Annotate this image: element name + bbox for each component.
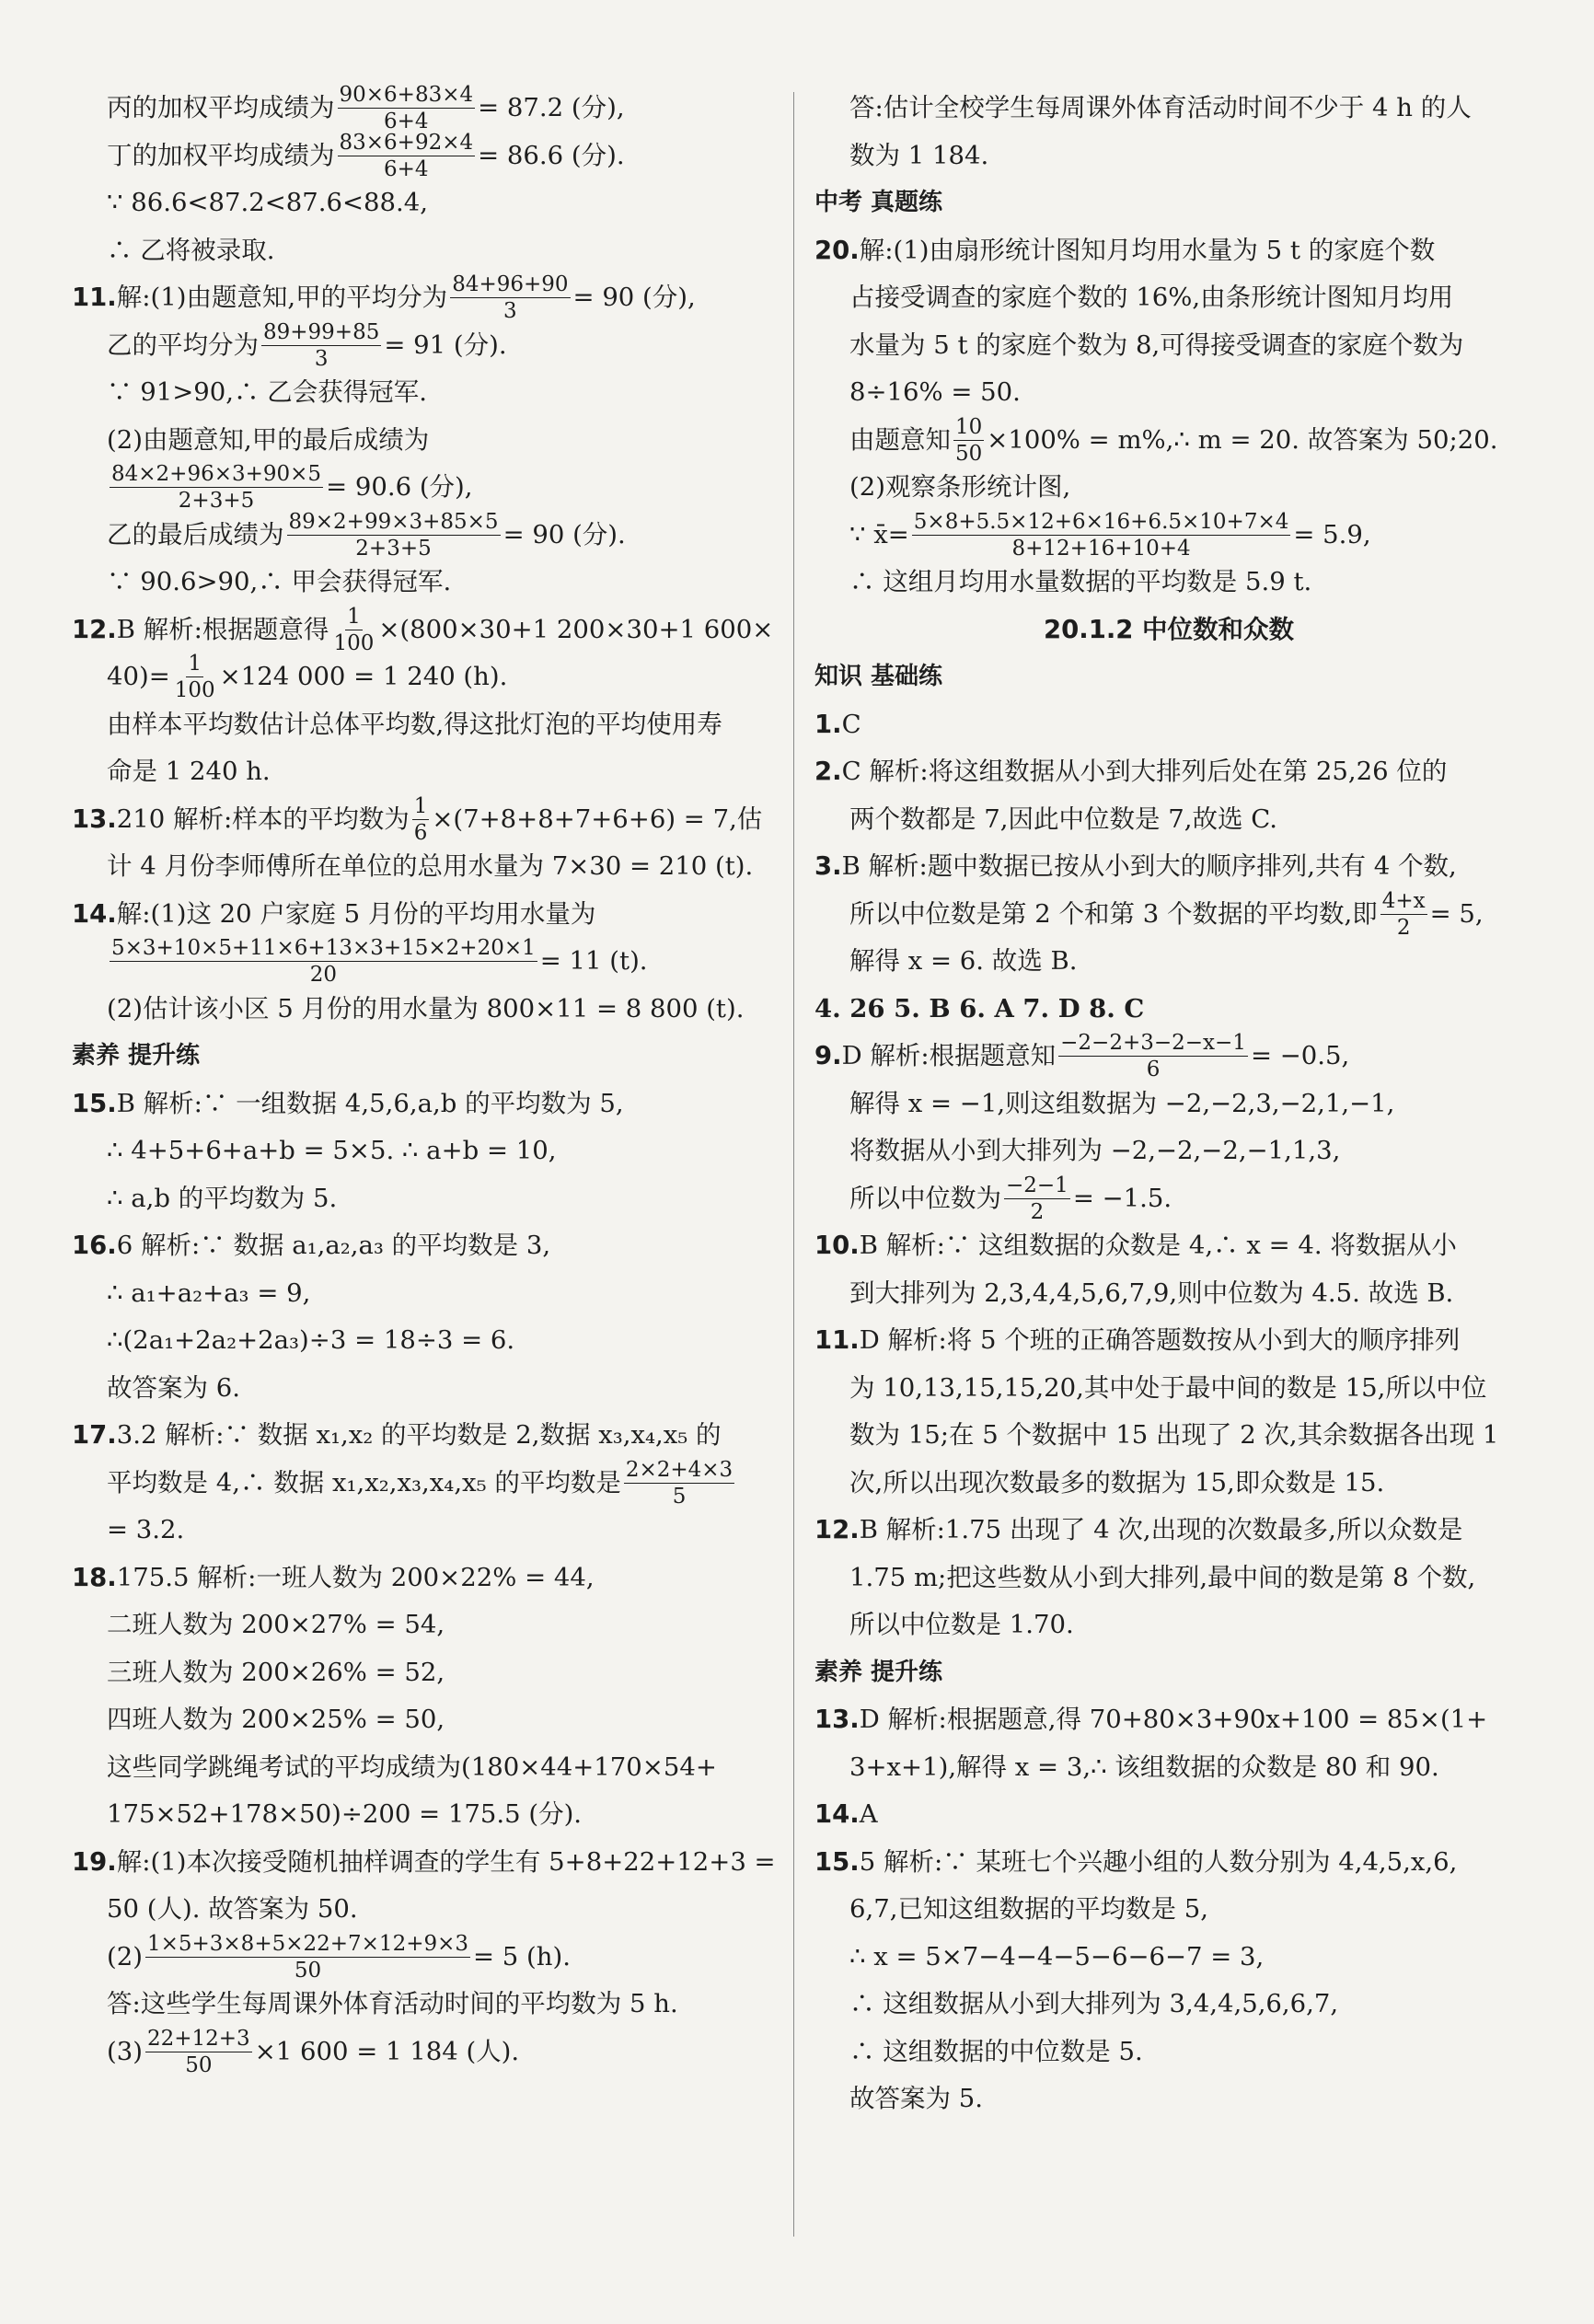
answer-15 [814, 1839, 1523, 1887]
numerator: −2−1 [1006, 1173, 1068, 1197]
line [72, 2026, 780, 2077]
question-number: 15. [72, 1088, 117, 1118]
question-20 [814, 227, 1523, 275]
text: = −1.5. [1072, 1183, 1172, 1213]
text: = 5, [1429, 898, 1484, 929]
text: ×124 000 = 1 240 (h). [219, 662, 508, 691]
text: D 解析:将 5 个班的正确答题数按从小到大的顺序排列 [859, 1325, 1461, 1355]
line: 答:估计全校学生每周课外体育活动时间不少于 4 h 的人 [849, 93, 1472, 122]
question-number: 13. [814, 1705, 860, 1734]
text: (2) [107, 1941, 143, 1971]
numerator: 89+99+85 [263, 319, 380, 344]
line: 故答案为 5. [849, 2084, 983, 2113]
denominator: 6+4 [384, 110, 429, 134]
line: 答:这些学生每周课外体育活动时间的平均数为 5 h. [107, 1989, 678, 2018]
line: ∵ 86.6<87.2<87.6<88.4, [107, 188, 429, 217]
text: (3) [107, 2036, 143, 2066]
line [72, 464, 780, 512]
text: 乙的平均分为 [107, 330, 259, 360]
question-number: 16. [72, 1231, 117, 1260]
line: 3+x+1),解得 x = 3,∴ 该组数据的众数是 80 和 90. [849, 1752, 1439, 1782]
text: 平均数是 4,∴ 数据 x₁,x₂,x₃,x₄,x₅ 的平均数是 [107, 1467, 621, 1497]
answer-2 [814, 748, 1523, 796]
answer-10 [814, 1222, 1523, 1270]
line: 二班人数为 200×27% = 54, [107, 1610, 445, 1639]
denominator: 2+3+5 [178, 489, 255, 514]
text: ×(7+8+8+7+6+6) = 7,估 [432, 804, 763, 834]
numerator: 84+96+90 [452, 272, 569, 297]
denominator: 6+4 [384, 156, 429, 181]
line: ∴ 这组数据从小到大排列为 3,4,4,5,6,6,7, [849, 1989, 1339, 2018]
question-number: 15. [814, 1846, 860, 1877]
text: = 87.2 (分), [478, 93, 625, 122]
text: = 90 (分). [502, 519, 626, 549]
fraction [338, 82, 476, 134]
line: ∴ 4+5+6+a+b = 5×5. ∴ a+b = 10, [107, 1136, 557, 1165]
fraction [912, 509, 1291, 561]
line: 故答案为 6. [107, 1372, 240, 1403]
fraction [953, 414, 984, 467]
numerator: 90×6+83×4 [339, 83, 474, 108]
question-11 [72, 274, 780, 322]
answer-12 [814, 1507, 1523, 1555]
line: 计 4 月份李师傅所在单位的总用水量为 7×30 = 210 (t). [107, 851, 754, 881]
denominator: 2 [1396, 915, 1411, 940]
line [72, 130, 780, 181]
answer-11 [814, 1317, 1523, 1365]
line [814, 888, 1523, 940]
fraction [1058, 1030, 1248, 1082]
line: 由样本平均数估计总体平均数,得这批灯泡的平均使用寿 [107, 709, 722, 739]
question-15 [72, 1081, 780, 1128]
text: ×(800×30+1 200×30+1 600× [378, 614, 774, 644]
line [814, 509, 1523, 561]
line: ∵ 90.6>90,∴ 甲会获得冠军. [107, 567, 452, 596]
section-title: 20.1.2 中位数和众数 [1043, 614, 1294, 644]
question-number: 9. [814, 1041, 842, 1070]
question-number: 14. [72, 898, 117, 929]
text: A [859, 1799, 878, 1829]
denominator: 20 [309, 963, 338, 988]
text: 所以中位数是第 2 个和第 3 个数据的平均数,即 [849, 898, 1378, 929]
fraction [624, 1457, 734, 1509]
answer-3 [814, 843, 1523, 891]
text: 乙的最后成绩为 [107, 519, 284, 549]
line: ∴ x = 5×7−4−4−5−6−6−7 = 3, [849, 1941, 1265, 1971]
fraction [331, 604, 375, 656]
line [814, 414, 1523, 466]
question-number: 19. [72, 1846, 117, 1877]
line: 占接受调查的家庭个数的 16%,由条形统计图知月均用 [849, 283, 1454, 312]
question-12 [72, 604, 780, 655]
line: 将数据从小到大排列为 −2,−2,−2,−1,1,3, [849, 1136, 1341, 1165]
line [72, 1457, 780, 1509]
question-number: 12. [72, 614, 117, 644]
text: C 解析:将这组数据从小到大排列后处在第 25,26 位的 [841, 757, 1448, 786]
question-number: 17. [72, 1420, 117, 1450]
line: 到大排列为 2,3,4,4,5,6,7,9,则中位数为 4.5. 故选 B. [849, 1278, 1454, 1308]
text: = 86.6 (分). [478, 140, 625, 170]
line: (2)由题意知,甲的最后成绩为 [107, 424, 430, 455]
text: 3.2 解析:∵ 数据 x₁,x₂ 的平均数是 2,数据 x₃,x₄,x₅ 的 [116, 1420, 722, 1450]
text: = 91 (分). [384, 330, 507, 360]
fraction [145, 1931, 470, 1983]
fraction [145, 2026, 252, 2078]
text: D 解析:根据题意,得 70+80×3+90x+100 = 85×(1+ [859, 1705, 1488, 1734]
text: ×100% = m%,∴ m = 20. 故答案为 50;20. [987, 424, 1498, 455]
line: ∵ 91>90,∴ 乙会获得冠军. [107, 377, 427, 407]
fraction [412, 793, 430, 846]
line: 6,7,已知这组数据的平均数是 5, [849, 1894, 1208, 1924]
text: 丙的加权平均成绩为 [107, 93, 335, 122]
text: ×1 600 = 1 184 (人). [254, 2036, 520, 2066]
question-number: 12. [814, 1515, 860, 1544]
numerator: 1 [413, 793, 428, 818]
question-number: 13. [72, 804, 117, 834]
line: 解得 x = −1,则这组数据为 −2,−2,3,−2,1,−1, [849, 1088, 1395, 1118]
fraction [110, 935, 537, 988]
question-19 [72, 1839, 780, 1887]
fraction [173, 651, 217, 703]
line: ∴ 乙将被录取. [107, 235, 275, 265]
numerator: −2−2+3−2−x−1 [1060, 1031, 1246, 1056]
text: B 解析:根据题意得 [116, 614, 329, 644]
line [72, 653, 780, 701]
column-divider [793, 92, 794, 2237]
line: 所以中位数是 1.70. [849, 1610, 1074, 1639]
question-number: 3. [814, 851, 842, 881]
answer-9 [814, 1033, 1523, 1081]
fraction [1004, 1173, 1070, 1225]
numerator: 89×2+99×3+85×5 [288, 509, 499, 534]
section-heading: 素养 提升练 [72, 1042, 201, 1070]
answers-4-8: 4. 26 5. B 6. A 7. D 8. C [814, 993, 1145, 1023]
question-number: 11. [814, 1325, 860, 1355]
text: = 11 (t). [539, 946, 648, 976]
line: 四班人数为 200×25% = 50, [107, 1705, 445, 1734]
line [72, 1931, 780, 1983]
denominator: 50 [955, 441, 983, 466]
text: = 90 (分), [572, 283, 696, 312]
text: = 90.6 (分), [326, 472, 473, 502]
text: B 解析:1.75 出现了 4 次,出现的次数最多,所以众数是 [859, 1515, 1463, 1544]
left-column [72, 85, 780, 2075]
text: B 解析:题中数据已按从小到大的顺序排列,共有 4 个数, [841, 851, 1457, 881]
denominator: 50 [294, 1958, 322, 1983]
line: 这些同学跳绳考试的平均成绩为(180×44+170×54+ [107, 1752, 717, 1782]
line [814, 1175, 1523, 1223]
numerator: 4+x [1381, 888, 1426, 913]
line: 三班人数为 200×26% = 52, [107, 1657, 445, 1687]
denominator: 2 [1030, 1199, 1045, 1224]
text: B 解析:∵ 一组数据 4,5,6,a,b 的平均数为 5, [116, 1088, 624, 1118]
line: 数为 1 184. [849, 140, 989, 170]
line: 两个数都是 7,因此中位数是 7,故选 C. [849, 804, 1278, 834]
line [72, 938, 780, 986]
denominator: 3 [503, 299, 517, 324]
text: C [841, 709, 861, 739]
denominator: 6 [1146, 1058, 1161, 1082]
fraction [110, 461, 323, 514]
numerator: 10 [955, 414, 983, 439]
text: 解:(1)这 20 户家庭 5 月份的平均用水量为 [116, 898, 596, 929]
line: ∴(2a₁+2a₂+2a₃)÷3 = 18÷3 = 6. [107, 1325, 515, 1355]
line: (2)估计该小区 5 月份的用水量为 800×11 = 8 800 (t). [107, 993, 745, 1023]
line: (2)观察条形统计图, [849, 472, 1071, 502]
line: ∴ a₁+a₂+a₃ = 9, [107, 1278, 311, 1308]
text: 40)= [107, 662, 170, 691]
question-14 [72, 891, 780, 939]
numerator: 1 [188, 652, 202, 676]
denominator: 100 [333, 630, 375, 655]
fraction [450, 272, 570, 324]
line: 水量为 5 t 的家庭个数为 8,可得接受调查的家庭个数为 [849, 330, 1464, 360]
denominator: 6 [413, 820, 428, 845]
line: 命是 1 240 h. [107, 757, 271, 786]
text: B 解析:∵ 这组数据的众数是 4,∴ x = 4. 将数据从小 [859, 1231, 1457, 1260]
answer-1 [814, 701, 1523, 749]
section-heading: 知识 基础练 [814, 663, 943, 690]
question-number: 10. [814, 1231, 860, 1260]
text: 5 解析:∵ 某班七个兴趣小组的人数分别为 4,4,5,x,6, [859, 1846, 1458, 1877]
text: 210 解析:样本的平均数为 [116, 804, 410, 834]
denominator: 3 [314, 346, 329, 371]
line: 175×52+178×50)÷200 = 175.5 (分). [107, 1799, 583, 1829]
denominator: 8+12+16+10+4 [1011, 536, 1191, 561]
question-number: 18. [72, 1562, 117, 1592]
line: 1.75 m;把这些数从小到大排列,最中间的数是第 8 个数, [849, 1562, 1476, 1592]
numerator: 1×5+3×8+5×22+7×12+9×3 [146, 1931, 469, 1956]
line: ∴ 这组月均用水量数据的平均数是 5.9 t. [849, 567, 1312, 596]
section-heading: 中考 真题练 [814, 189, 943, 216]
numerator: 83×6+92×4 [339, 130, 474, 155]
question-number: 14. [814, 1799, 860, 1829]
denominator: 5 [672, 1484, 687, 1509]
answer-14 [814, 1791, 1523, 1839]
question-number: 2. [814, 757, 842, 786]
right-column [814, 85, 1523, 2123]
line: ∴ a,b 的平均数为 5. [107, 1183, 338, 1213]
line: = 3.2. [107, 1515, 185, 1544]
line [72, 319, 780, 371]
numerator: 5×3+10×5+11×6+13×3+15×2+20×1 [111, 936, 536, 961]
line: 解得 x = 6. 故选 B. [849, 946, 1078, 976]
fraction [287, 509, 501, 561]
question-16 [72, 1222, 780, 1270]
text: 解:(1)本次接受随机抽样调查的学生有 5+8+22+12+3 = [116, 1846, 776, 1877]
text: 所以中位数为 [849, 1183, 1001, 1213]
question-number: 1. [814, 709, 842, 739]
answer-13 [814, 1696, 1523, 1744]
line: 次,所以出现次数最多的数据为 15,即众数是 15. [849, 1467, 1385, 1497]
line: 为 10,13,15,15,20,其中处于最中间的数是 15,所以中位 [849, 1372, 1487, 1403]
line [72, 509, 780, 561]
text: = 5.9, [1293, 519, 1371, 549]
numerator: 84×2+96×3+90×5 [111, 462, 322, 487]
text: = 5 (h). [473, 1941, 571, 1971]
numerator: 2×2+4×3 [625, 1457, 733, 1482]
text: 解:(1)由扇形统计图知月均用水量为 5 t 的家庭个数 [859, 235, 1436, 265]
question-13 [72, 793, 780, 845]
fraction [1380, 888, 1427, 941]
line: ∴ 这组数据的中位数是 5. [849, 2036, 1143, 2066]
text: 6 解析:∵ 数据 a₁,a₂,a₃ 的平均数是 3, [116, 1231, 551, 1260]
text: 丁的加权平均成绩为 [107, 140, 335, 170]
text: ∵ x̄= [849, 519, 909, 549]
line: 50 (人). 故答案为 50. [107, 1894, 358, 1924]
fraction [338, 130, 476, 182]
denominator: 2+3+5 [355, 536, 432, 561]
text: 175.5 解析:一班人数为 200×22% = 44, [116, 1562, 595, 1592]
question-number: 20. [814, 235, 860, 265]
fraction [261, 319, 381, 372]
numerator: 22+12+3 [146, 2026, 250, 2051]
text: = −0.5, [1250, 1041, 1350, 1070]
question-18 [72, 1555, 780, 1602]
line [72, 85, 780, 133]
line: 8÷16% = 50. [849, 377, 1021, 407]
text: D 解析:根据题意知 [841, 1041, 1057, 1070]
question-number: 11. [72, 283, 117, 312]
text: 解:(1)由题意知,甲的平均分为 [116, 283, 448, 312]
denominator: 100 [174, 678, 215, 703]
numerator: 5×8+5.5×12+6×16+6.5×10+7×4 [913, 509, 1289, 534]
numerator: 1 [347, 604, 361, 629]
section-heading: 素养 提升练 [814, 1658, 943, 1686]
line: 数为 15;在 5 个数据中 15 出现了 2 次,其余数据各出现 1 [849, 1420, 1499, 1450]
text: 由题意知 [849, 424, 951, 455]
question-17 [72, 1412, 780, 1460]
denominator: 50 [185, 2052, 213, 2077]
